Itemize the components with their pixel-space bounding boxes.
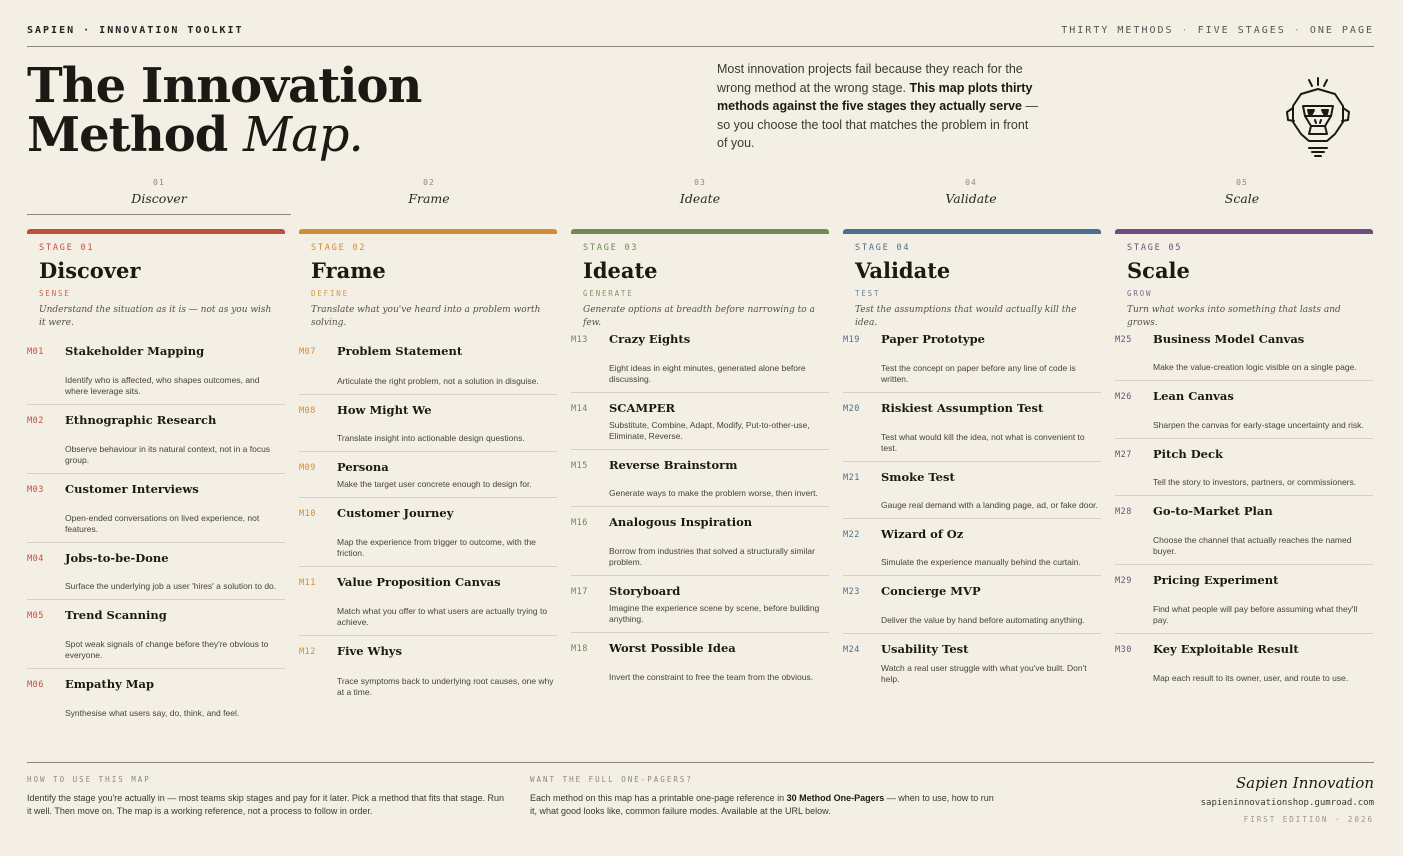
method-description: Articulate the right problem, not a solution in disguise.: [337, 376, 539, 386]
method-item-m04[interactable]: [27, 543, 285, 600]
meta-page: ONE PAGE: [1309, 25, 1374, 36]
method-name: Stakeholder Mapping: [65, 344, 205, 358]
method-description: Sharpen the canvas for early-stage uncertainty and risk.: [1153, 420, 1364, 430]
method-item-m17[interactable]: [571, 576, 829, 633]
stage-mode: SENSE: [39, 289, 71, 298]
stage-name: Frame: [311, 258, 386, 283]
method-item-m09[interactable]: [299, 452, 557, 498]
method-code: M23: [843, 587, 860, 597]
method-item-m01[interactable]: [27, 336, 285, 405]
stage-column-scale: [1115, 229, 1373, 691]
method-code: M06: [27, 680, 44, 690]
method-name: Pricing Experiment: [1153, 573, 1279, 587]
method-name: Trend Scanning: [65, 608, 167, 622]
method-name: Analogous Inspiration: [609, 515, 753, 529]
meta-stages: FIVE STAGES: [1197, 25, 1286, 36]
title-line-1: The Innovation: [27, 58, 422, 114]
method-name: Lean Canvas: [1153, 389, 1234, 403]
method-item-m23[interactable]: [843, 576, 1101, 634]
stage-label: STAGE 05: [1127, 243, 1183, 253]
stage-tagline: Turn what works into something that lasts and grows.: [1127, 305, 1341, 328]
header-meta: THIRTY METHODS · FIVE STAGES · ONE PAGE: [1061, 25, 1374, 36]
method-code: M21: [843, 473, 860, 483]
one-pagers-label: WANT THE FULL ONE-PAGERS?: [530, 775, 693, 784]
method-description: Open-ended conversations on lived experience, not features.: [65, 513, 260, 534]
stage-label: STAGE 01: [39, 243, 95, 253]
method-code: M16: [571, 518, 588, 528]
method-description: Synthesise what users say, do, think, and feel.: [65, 708, 240, 718]
method-description: Generate ways to make the problem worse, then invert.: [609, 488, 818, 498]
method-name: Persona: [337, 460, 389, 474]
method-name: Reverse Brainstorm: [609, 458, 738, 472]
tab-frame[interactable]: [297, 178, 561, 206]
method-code: M11: [299, 578, 316, 588]
method-name: Business Model Canvas: [1153, 332, 1305, 346]
method-code: M26: [1115, 392, 1132, 402]
method-description: Map each result to its owner, user, and route to use.: [1153, 673, 1349, 683]
stage-label: STAGE 04: [855, 243, 911, 253]
one-pagers-block: [530, 775, 1000, 817]
stage-column-frame: [299, 229, 557, 705]
how-to-use-text: Identify the stage you're actually in — most teams skip stages and pay for it later. Pick a method that fits that stage. Run it well. Then move on. The map is a working reference, not a process to follow in order.: [27, 793, 504, 816]
method-item-m30[interactable]: [1115, 634, 1373, 691]
one-pagers-text: [530, 792, 1000, 817]
method-name: SCAMPER: [609, 401, 676, 415]
method-description: Deliver the value by hand before automating anything.: [881, 615, 1085, 625]
stage-column-ideate: [571, 229, 829, 690]
method-code: M14: [571, 404, 588, 414]
method-item-m14[interactable]: [571, 393, 829, 450]
method-item-m22[interactable]: [843, 519, 1101, 576]
method-item-m02[interactable]: [27, 405, 285, 474]
stage-column-validate: [843, 229, 1101, 692]
tab-label: Frame: [408, 191, 450, 206]
method-item-m19[interactable]: [843, 324, 1101, 393]
method-code: M24: [843, 645, 860, 655]
tab-number: 04: [965, 178, 977, 187]
method-item-m16[interactable]: [571, 507, 829, 576]
stage-mode: TEST: [855, 289, 881, 298]
method-description: Find what people will pay before assuming what they'll pay.: [1153, 604, 1358, 625]
method-item-m05[interactable]: [27, 600, 285, 669]
tab-discover[interactable]: [27, 178, 291, 215]
method-code: M02: [27, 416, 44, 426]
method-description: Test the concept on paper before any line of code is written.: [881, 363, 1076, 384]
method-code: M13: [571, 335, 588, 345]
method-item-m12[interactable]: [299, 636, 557, 705]
stage-header: [1115, 234, 1373, 328]
meta-methods: THIRTY METHODS: [1061, 25, 1174, 36]
method-name: Problem Statement: [337, 344, 463, 358]
method-code: M01: [27, 347, 44, 357]
method-name: Empathy Map: [65, 677, 155, 691]
stage-label: STAGE 02: [311, 243, 367, 253]
method-code: M25: [1115, 335, 1132, 345]
stage-name: Scale: [1127, 258, 1190, 283]
title-line-2: Method: [27, 107, 244, 163]
method-item-m18[interactable]: [571, 633, 829, 690]
method-description: Match what you offer to what users are actually trying to achieve.: [337, 606, 548, 627]
method-name: Key Exploitable Result: [1153, 642, 1299, 656]
method-description: Trace symptoms back to underlying root causes, one why at a time.: [337, 676, 554, 697]
stage-header: [27, 234, 285, 336]
method-description: Invert the constraint to free the team from the obvious.: [609, 672, 814, 682]
stage-name: Discover: [39, 258, 141, 283]
tab-label: Validate: [945, 191, 997, 206]
stage-mode: DEFINE: [311, 289, 349, 298]
method-code: M29: [1115, 576, 1132, 586]
method-item-m13[interactable]: [571, 324, 829, 393]
method-code: M19: [843, 335, 860, 345]
method-code: M12: [299, 647, 316, 657]
method-item-m24[interactable]: [843, 634, 1101, 692]
footer-brand: [1201, 774, 1374, 824]
top-bar: [27, 24, 1374, 47]
method-item-m26[interactable]: [1115, 381, 1373, 439]
method-description: Tell the story to investors, partners, or commissioners.: [1153, 477, 1357, 487]
method-item-m21[interactable]: [843, 462, 1101, 519]
how-to-use-label: HOW TO USE THIS MAP: [27, 775, 151, 784]
tab-ideate[interactable]: [568, 178, 832, 206]
stage-tagline: Understand the situation as it is — not as you wish it were.: [39, 305, 272, 328]
method-name: Usability Test: [881, 642, 969, 656]
method-name: Ethnographic Research: [65, 413, 217, 427]
method-name: Crazy Eights: [609, 332, 691, 346]
method-code: M18: [571, 644, 588, 654]
page-title: [27, 58, 422, 163]
method-description: Watch a real user struggle with what you've built. Don't help.: [881, 663, 1087, 684]
method-name: How Might We: [337, 403, 432, 417]
method-name: Wizard of Oz: [881, 527, 964, 541]
intro-bold: This map plots thirty methods against the five stages they actually serve: [717, 80, 1033, 113]
method-item-m29[interactable]: [1115, 565, 1373, 634]
tab-number: 05: [1236, 178, 1248, 187]
sapien-monkey-logo-icon: [1283, 74, 1353, 160]
tab-validate[interactable]: [839, 178, 1103, 206]
stage-header: [843, 234, 1101, 328]
one-pagers-text-2: — when to use, how to run it, what good looks like, common failure modes. Available at the URL below.: [530, 793, 994, 816]
method-code: M03: [27, 485, 44, 495]
method-description: Choose the channel that actually reaches the named buyer.: [1153, 535, 1352, 556]
stage-column-discover: [27, 229, 285, 726]
method-name: Riskiest Assumption Test: [881, 401, 1044, 415]
method-description: Eight ideas in eight minutes, generated alone before discussing.: [609, 363, 806, 384]
method-code: M22: [843, 530, 860, 540]
method-name: Concierge MVP: [881, 584, 981, 598]
stage-name: Validate: [855, 258, 951, 283]
method-item-m11[interactable]: [299, 567, 557, 636]
intro-text: [717, 60, 1042, 153]
method-name: Five Whys: [337, 644, 402, 658]
method-name: Customer Journey: [337, 506, 454, 520]
method-description: Substitute, Combine, Adapt, Modify, Put-to-other-use, Eliminate, Reverse.: [609, 420, 810, 441]
method-name: Value Proposition Canvas: [337, 575, 501, 589]
method-description: Borrow from industries that solved a structurally similar problem.: [609, 546, 815, 567]
method-item-m07[interactable]: [299, 336, 557, 395]
tab-label: Discover: [131, 191, 187, 206]
one-pagers-text-1: Each method on this map has a printable one-page reference in: [530, 793, 787, 803]
stage-label: STAGE 03: [583, 243, 639, 253]
method-description: Translate insight into actionable design questions.: [337, 433, 525, 443]
method-description: Make the value-creation logic visible on a single page.: [1153, 362, 1357, 372]
method-description: Spot weak signals of change before they're obvious to everyone.: [65, 639, 269, 660]
method-code: M28: [1115, 507, 1132, 517]
intro-part-2: — so you choose the tool that matches the problem in front of you.: [717, 99, 1038, 150]
tab-number: 02: [423, 178, 435, 187]
stage-tagline: Translate what you've heard into a problem worth solving.: [311, 305, 541, 328]
method-name: Paper Prototype: [881, 332, 985, 346]
footer: [27, 762, 1374, 824]
method-item-m20[interactable]: [843, 393, 1101, 462]
brand-label: SAPIEN · INNOVATION TOOLKIT: [27, 25, 244, 36]
method-code: M07: [299, 347, 316, 357]
tab-scale[interactable]: [1110, 178, 1374, 206]
method-name: Storyboard: [609, 584, 681, 598]
method-description: Test what would kill the idea, not what is convenient to test.: [881, 432, 1085, 453]
method-name: Smoke Test: [881, 470, 955, 484]
stage-tagline: Test the assumptions that would actually kill the idea.: [855, 305, 1077, 328]
method-code: M30: [1115, 645, 1132, 655]
one-pagers-product-link[interactable]: 30 Method One-Pagers: [786, 793, 885, 803]
method-item-m27[interactable]: [1115, 439, 1373, 496]
method-item-m10[interactable]: [299, 498, 557, 567]
tab-number: 03: [694, 178, 706, 187]
method-code: M27: [1115, 450, 1132, 460]
method-item-m08[interactable]: [299, 395, 557, 452]
method-description: Imagine the experience scene by scene, before building anything.: [609, 603, 820, 624]
method-code: M20: [843, 404, 860, 414]
method-item-m15[interactable]: [571, 450, 829, 507]
method-item-m06[interactable]: [27, 669, 285, 726]
method-description: Observe behaviour in its natural context, not in a focus group.: [65, 444, 271, 465]
method-description: Surface the underlying job a user 'hires' a solution to do.: [65, 581, 277, 591]
method-code: M09: [299, 463, 316, 473]
method-name: Worst Possible Idea: [609, 641, 736, 655]
method-item-m25[interactable]: [1115, 324, 1373, 381]
method-code: M15: [571, 461, 588, 471]
stage-header: [299, 234, 557, 336]
method-description: Identify who is affected, who shapes outcomes, and where leverage sits.: [65, 375, 260, 396]
intro-part-1: Most innovation projects fail because they reach for the wrong method at the wrong stage.: [717, 62, 1023, 95]
company-name: Sapien Innovation: [1235, 774, 1374, 792]
edition-label: FIRST EDITION · 2026: [1243, 815, 1374, 824]
how-to-use-block: [27, 775, 507, 817]
method-code: M05: [27, 611, 44, 621]
method-description: Gauge real demand with a landing page, ad, or fake door.: [881, 500, 1098, 510]
stage-mode: GROW: [1127, 289, 1153, 298]
method-code: M10: [299, 509, 316, 519]
stage-header: [571, 234, 829, 328]
method-name: Jobs-to-be-Done: [65, 551, 169, 565]
tab-label: Scale: [1224, 191, 1260, 206]
method-code: M17: [571, 587, 588, 597]
method-description: Simulate the experience manually behind the curtain.: [881, 557, 1081, 567]
method-code: M08: [299, 406, 316, 416]
method-name: Go-to-Market Plan: [1153, 504, 1273, 518]
method-item-m28[interactable]: [1115, 496, 1373, 565]
method-description: Map the experience from trigger to outcome, with the friction.: [337, 537, 536, 558]
method-item-m03[interactable]: [27, 474, 285, 543]
tab-label: Ideate: [679, 191, 721, 206]
method-name: Pitch Deck: [1153, 447, 1223, 461]
stage-tagline: Generate options at breadth before narrowing to a few.: [583, 305, 815, 328]
method-name: Customer Interviews: [65, 482, 199, 496]
stage-mode: GENERATE: [583, 289, 634, 298]
method-description: Make the target user concrete enough to design for.: [337, 479, 532, 489]
title-italic: Map.: [243, 107, 363, 163]
tab-number: 01: [153, 178, 165, 187]
method-code: M04: [27, 554, 44, 564]
shop-url-link[interactable]: sapieninnovationshop.gumroad.com: [1200, 798, 1374, 808]
stage-name: Ideate: [583, 258, 658, 283]
